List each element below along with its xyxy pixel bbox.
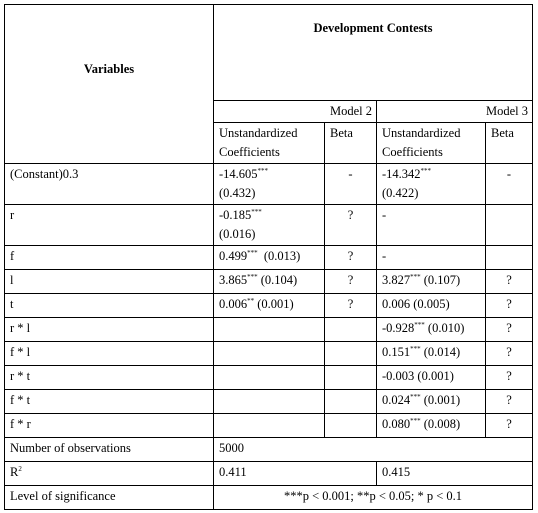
model-3-beta-header: Beta [486,123,533,164]
variable-name: r [5,205,214,246]
table-header-row [5,5,533,101]
model-2-beta [325,414,377,438]
coef-label-line1: Unstandardized [382,126,461,140]
table-row [5,366,533,390]
variable-name: r * l [5,318,214,342]
model-3-coefficient: 3.827*** (0.107) [377,270,486,294]
model-3-beta: ? [486,366,533,390]
model-2-coefficient [214,342,325,366]
model-2-beta: ? [325,294,377,318]
variables-header: Variables [5,5,214,164]
model-3-beta [486,246,533,270]
variable-name: f * l [5,342,214,366]
model-2-coef-header [214,123,325,164]
observations-label: Number of observations [5,438,214,462]
variable-name: (Constant)0.3 [5,164,214,205]
model-2-beta: - [325,164,377,205]
observations-value: 5000 [214,438,533,462]
model-3-coef-header [377,123,486,164]
model-3-beta: ? [486,414,533,438]
table-row [5,270,533,294]
model-3-beta: ? [486,318,533,342]
observations-row [5,438,533,462]
model-3-beta: - [486,164,533,205]
model-2-beta [325,318,377,342]
model-2-coefficient [214,414,325,438]
model-3-coefficient: -0.003 (0.001) [377,366,486,390]
model-3-coefficient: -14.342*** (0.422) [377,164,486,205]
model-2-coefficient [214,318,325,342]
coef-label-line1: Unstandardized [219,126,298,140]
table-row [5,414,533,438]
significance-note: ***p < 0.001; **p < 0.05; * p < 0.1 [214,486,533,510]
model-2-beta: ? [325,246,377,270]
development-contests-header: Development Contests [214,5,533,101]
model-3-beta: ? [486,294,533,318]
model-3-coefficient: - [377,205,486,246]
model-3-beta: ? [486,270,533,294]
model-2-coefficient [214,366,325,390]
model-3-beta [486,205,533,246]
model-2-beta [325,390,377,414]
model-3-coefficient: - [377,246,486,270]
model-2-beta: ? [325,205,377,246]
table-row [5,390,533,414]
model-3-header: Model 3 [377,101,533,123]
regression-table [4,4,533,510]
model-3-beta: ? [486,390,533,414]
table-row [5,164,533,205]
model-2-coefficient: 0.499*** (0.013) [214,246,325,270]
model-2-beta [325,366,377,390]
variable-name: f [5,246,214,270]
table-row [5,205,533,246]
model-3-beta: ? [486,342,533,366]
variable-name: r * t [5,366,214,390]
model-2-beta-header: Beta [325,123,377,164]
model-2-coefficient: 3.865*** (0.104) [214,270,325,294]
variable-name: f * t [5,390,214,414]
variable-name: t [5,294,214,318]
variable-name: l [5,270,214,294]
model-2-header: Model 2 [214,101,377,123]
variable-name: f * r [5,414,214,438]
table-row [5,294,533,318]
table-row [5,318,533,342]
model-2-coefficient [214,390,325,414]
model-3-coefficient: 0.151*** (0.014) [377,342,486,366]
significance-label: Level of significance [5,486,214,510]
r-squared-row [5,462,533,486]
r-squared-label: $R^2$ [5,462,214,486]
significance-row [5,486,533,510]
coef-label-line2: Coefficients [382,145,443,159]
model-2-coefficient: 0.006** (0.001) [214,294,325,318]
r-squared-model-3: 0.415 [377,462,533,486]
model-3-coefficient: 0.080*** (0.008) [377,414,486,438]
model-3-coefficient: 0.006 (0.005) [377,294,486,318]
model-2-coefficient: -14.605*** (0.432) [214,164,325,205]
model-2-beta [325,342,377,366]
model-3-coefficient: -0.928*** (0.010) [377,318,486,342]
regression-table-container [4,4,532,504]
r-squared-model-2: 0.411 [214,462,377,486]
model-2-beta: ? [325,270,377,294]
model-3-coefficient: 0.024*** (0.001) [377,390,486,414]
table-row [5,342,533,366]
table-row [5,246,533,270]
coef-label-line2: Coefficients [219,145,280,159]
model-2-coefficient: -0.185*** (0.016) [214,205,325,246]
